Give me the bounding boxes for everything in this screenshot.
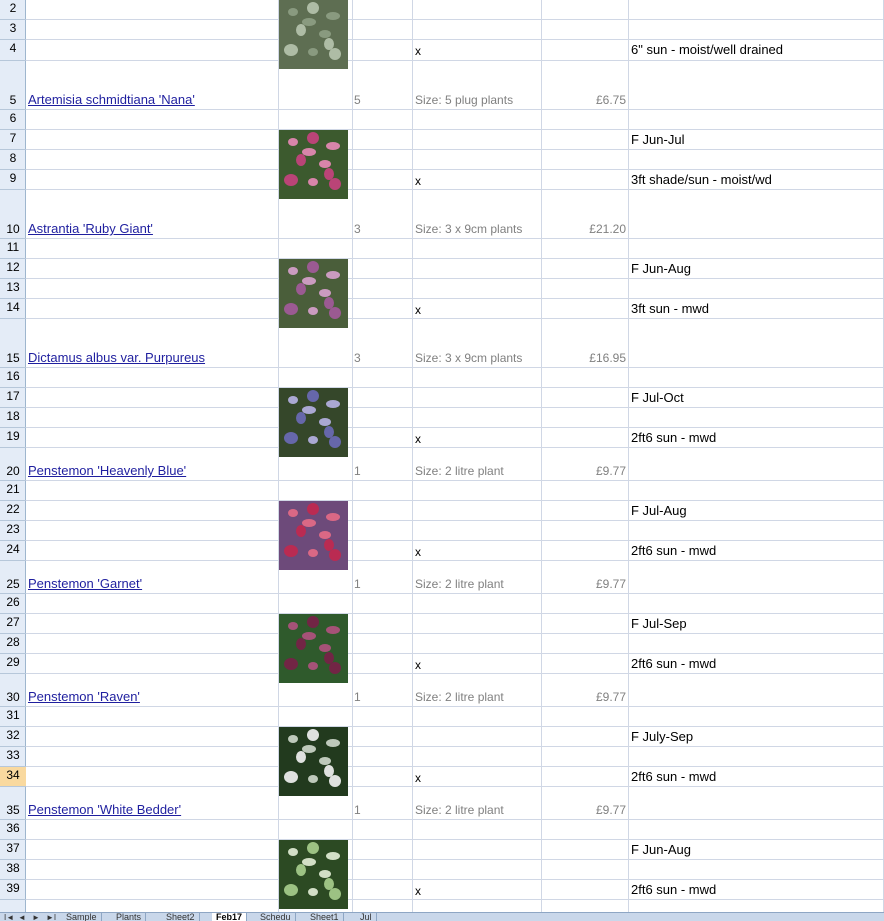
sheet-tab[interactable]: Plants [112,913,146,921]
row-header[interactable]: 32 [0,727,26,747]
row-gridline [26,726,884,727]
sheet-tab[interactable]: Sample [62,913,102,921]
quantity: 1 [354,464,361,478]
quantity: 3 [354,351,361,365]
pot-size: Size: 3 x 9cm plants [415,351,523,365]
plant-name-link[interactable]: Dictamus albus var. Purpureus [28,350,206,365]
row-gridline [26,129,884,130]
row-header[interactable]: 10 [0,190,26,239]
row-gridline [26,189,884,190]
pot-size: Size: 2 litre plant [415,464,504,478]
price: £9.77 [595,690,626,704]
row-header[interactable]: 25 [0,561,26,594]
row-gridline [26,879,884,880]
silver-foliage-photo [279,0,348,69]
row-header[interactable]: 21 [0,481,26,501]
row-gridline [26,480,884,481]
sheet-tab[interactable]: Sheet1 [306,913,344,921]
growing-conditions: 6" sun - moist/well drained [631,42,784,57]
pink-flower-photo [279,130,348,199]
selection-mark: x [415,658,421,672]
row-gridline [26,258,884,259]
row-gridline [26,19,884,20]
row-header[interactable]: 15 [0,319,26,368]
flowering-period: F Jun-Aug [631,261,691,276]
row-header[interactable]: 3 [0,20,26,40]
quantity: 3 [354,222,361,236]
row-header[interactable]: 2 [0,0,26,20]
row-gridline [26,819,884,820]
row-gridline [26,613,884,614]
flowering-period: F Jun-Aug [631,842,691,857]
row-header[interactable]: 30 [0,674,26,707]
row-gridline [26,859,884,860]
sheet-tab[interactable]: Sheet2 [162,913,200,921]
row-gridline [26,766,884,767]
column-gridline [628,0,629,912]
plant-name-link[interactable]: Astrantia 'Ruby Giant' [28,221,153,236]
quantity: 5 [354,93,361,107]
row-header[interactable]: 14 [0,299,26,319]
row-gridline [26,786,884,787]
selection-mark: x [415,432,421,446]
price: £9.77 [595,803,626,817]
price: £21.20 [589,222,626,236]
column-gridline [412,0,413,912]
quantity: 1 [354,690,361,704]
row-gridline [26,367,884,368]
row-header[interactable]: 20 [0,448,26,481]
tab-nav-next-icon[interactable]: ► [32,913,40,921]
row-header[interactable]: 17 [0,388,26,408]
column-gridline [541,0,542,912]
price: £9.77 [595,464,626,478]
growing-conditions: 3ft sun - mwd [631,301,710,316]
row-header[interactable]: 35 [0,787,26,820]
row-gridline [26,238,884,239]
sheet-tab[interactable]: Feb17 [212,913,247,921]
row-gridline [26,899,884,900]
row-header[interactable]: 6 [0,110,26,130]
row-header[interactable]: 24 [0,541,26,561]
row-gridline [26,318,884,319]
row-gridline [26,500,884,501]
row-header[interactable]: 33 [0,747,26,767]
row-gridline [26,633,884,634]
red-penstemon-photo [279,501,348,570]
row-header[interactable]: 5 [0,61,26,110]
row-gridline [26,653,884,654]
row-gridline [26,109,884,110]
row-header[interactable]: 27 [0,614,26,634]
flowering-period: F July-Sep [631,729,694,744]
selection-mark: x [415,44,421,58]
dark-penstemon-photo [279,614,348,683]
plant-name-link[interactable]: Penstemon 'Raven' [28,689,140,704]
purple-spike-photo [279,259,348,328]
row-header[interactable]: 11 [0,239,26,259]
row-gridline [26,278,884,279]
quantity: 1 [354,577,361,591]
row-header[interactable]: 37 [0,840,26,860]
row-header[interactable]: 13 [0,279,26,299]
row-header[interactable]: 18 [0,408,26,428]
selection-mark: x [415,545,421,559]
growing-conditions: 2ft6 sun - mwd [631,656,717,671]
row-header[interactable]: 7 [0,130,26,150]
row-header[interactable]: 8 [0,150,26,170]
selection-mark: x [415,174,421,188]
row-header[interactable]: 36 [0,820,26,840]
flowering-period: F Jul-Aug [631,503,687,518]
row-header[interactable]: 29 [0,654,26,674]
selection-mark: x [415,884,421,898]
row-gridline [26,593,884,594]
row-gridline [26,60,884,61]
row-header[interactable]: 38 [0,860,26,880]
tab-nav-last-icon[interactable]: ►I [46,913,57,921]
row-header[interactable]: 16 [0,368,26,388]
growing-conditions: 2ft6 sun - mwd [631,430,717,445]
growing-conditions: 2ft6 sun - mwd [631,543,717,558]
row-gridline [26,560,884,561]
row-gridline [26,387,884,388]
row-header[interactable]: 22 [0,501,26,521]
row-header[interactable]: 9 [0,170,26,190]
row-gridline [26,169,884,170]
row-header[interactable]: 34 [0,767,26,787]
row-header[interactable]: 19 [0,428,26,448]
selection-mark: x [415,771,421,785]
row-header[interactable]: 12 [0,259,26,279]
price: £6.75 [595,93,626,107]
column-gridline [352,0,353,912]
row-gridline [26,407,884,408]
row-header[interactable]: 26 [0,594,26,614]
price: £16.95 [589,351,626,365]
tab-nav-prev-icon[interactable]: ◄ [18,913,26,921]
growing-conditions: 3ft shade/sun - moist/wd [631,172,772,187]
row-header[interactable]: 31 [0,707,26,727]
selection-mark: x [415,303,421,317]
row-gridline [26,447,884,448]
row-gridline [26,298,884,299]
row-gridline [26,520,884,521]
green-seedhead-photo [279,840,348,909]
blue-penstemon-photo [279,388,348,457]
plant-name-link[interactable]: Penstemon 'Garnet' [28,576,143,591]
white-penstemon-photo [279,727,348,796]
row-gridline [26,746,884,747]
row-header[interactable]: 4 [0,40,26,61]
growing-conditions: 2ft6 sun - mwd [631,769,717,784]
row-gridline [26,673,884,674]
pot-size: Size: 2 litre plant [415,690,504,704]
flowering-period: F Jun-Jul [631,132,685,147]
row-headers [0,0,26,912]
pot-size: Size: 2 litre plant [415,803,504,817]
growing-conditions: 2ft6 sun - mwd [631,882,717,897]
flowering-period: F Jul-Oct [631,390,684,405]
sheet-tab[interactable]: Jul [356,913,377,921]
row-gridline [26,706,884,707]
row-header[interactable]: 23 [0,521,26,541]
plant-name-link[interactable]: Penstemon 'Heavenly Blue' [28,463,187,478]
sheet-tab[interactable]: Schedu [256,913,296,921]
pot-size: Size: 3 x 9cm plants [415,222,523,236]
sheet-tab-bar [0,912,884,921]
row-gridline [26,540,884,541]
row-gridline [26,39,884,40]
row-gridline [26,839,884,840]
tab-nav-first-icon[interactable]: I◄ [4,913,15,921]
row-gridline [26,427,884,428]
plant-name-link[interactable]: Artemisia schmidtiana 'Nana' [28,92,195,107]
row-header[interactable]: 39 [0,880,26,900]
quantity: 1 [354,803,361,817]
pot-size: Size: 2 litre plant [415,577,504,591]
pot-size: Size: 5 plug plants [415,93,514,107]
row-header[interactable]: 28 [0,634,26,654]
flowering-period: F Jul-Sep [631,616,687,631]
plant-name-link[interactable]: Penstemon 'White Bedder' [28,802,182,817]
price: £9.77 [595,577,626,591]
row-gridline [26,149,884,150]
